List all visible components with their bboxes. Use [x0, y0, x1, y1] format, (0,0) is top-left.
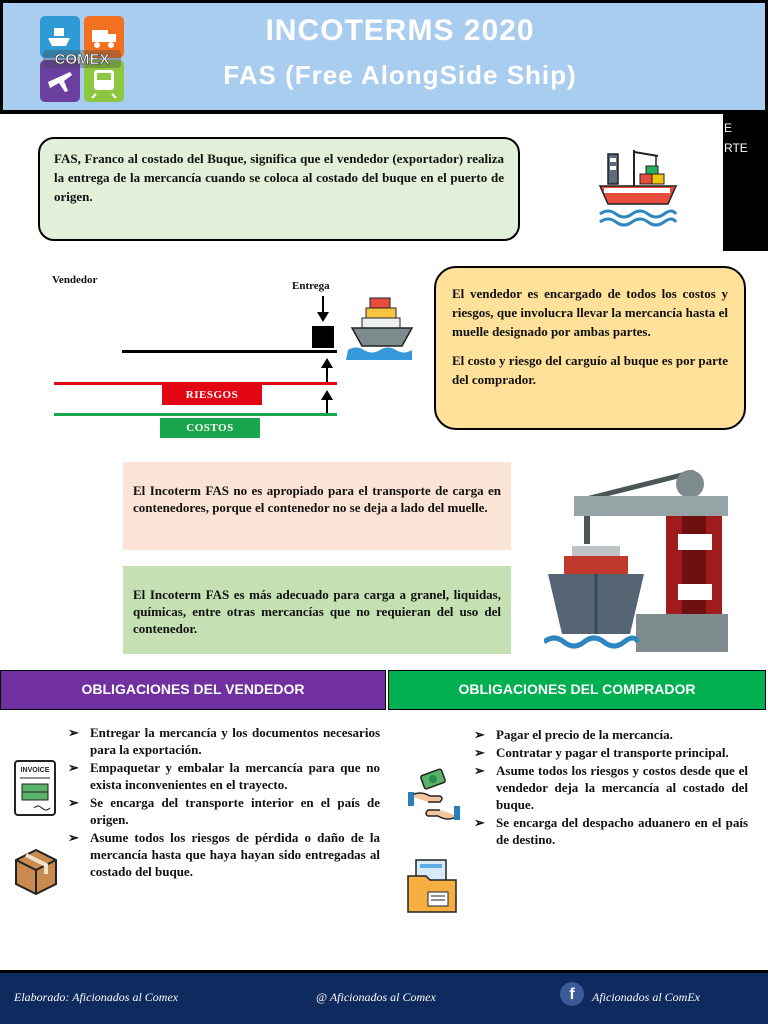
documents-folder-icon	[406, 858, 458, 914]
list-item: ➢ Se encarga del transporte interior en el país de origen.	[68, 795, 380, 827]
delivery-line	[122, 350, 337, 353]
slab-text-line: E	[724, 121, 733, 135]
footer-facebook-link[interactable]: Aficionados al ComEx	[592, 990, 700, 1004]
footer-credit: Elaborado: Aficionados al Comex	[14, 990, 179, 1004]
seller-obligations-list	[68, 724, 380, 881]
facebook-icon[interactable]: f	[560, 982, 584, 1006]
cargo-ship-icon	[596, 144, 680, 230]
bullet-arrow-icon: ➢	[68, 725, 79, 740]
cost-line	[54, 413, 337, 416]
bullet-arrow-icon: ➢	[474, 745, 485, 760]
bullet-arrow-icon: ➢	[68, 795, 79, 810]
invoice-label: INVOICE	[20, 767, 50, 774]
bullet-arrow-icon: ➢	[474, 763, 485, 778]
costs-label: COSTOS	[160, 418, 260, 438]
invoice-icon	[14, 760, 56, 816]
list-item: ➢ Empaquetar y embalar la mercancía para que no exista inconvenientes en el trayecto.	[68, 760, 380, 792]
suitable-note: El Incoterm FAS es más adecuado para carga a granel, liquidas, químicas, entre otras mercancías que no requieran del uso del contenedor.	[123, 566, 511, 654]
bullet-arrow-icon: ➢	[474, 727, 485, 742]
risks-label: RIESGOS	[162, 385, 262, 405]
seller-obligations-header: OBLIGACIONES DEL VENDEDOR	[0, 670, 386, 710]
delivery-point	[312, 326, 334, 348]
comex-logo	[40, 16, 124, 102]
buyer-obligations-header: OBLIGACIONES DEL COMPRADOR	[388, 670, 766, 710]
list-item: ➢ Entregar la mercancía y los documentos necesarios para la exportación.	[68, 725, 380, 757]
list-item: ➢ Contratar y pagar el transporte principal.	[474, 745, 729, 760]
buyer-obligations-list	[474, 726, 748, 849]
list-item: ➢ Asume todos los riesgos y costos desde que el vendedor deja la mercancía al costado del buque.	[474, 763, 748, 812]
list-item: ➢ Asume todos los riesgos de pérdida o daño de la mercancía hasta que haya hayan sido entregadas al costado del buque.	[68, 830, 380, 879]
bullet-arrow-icon: ➢	[68, 830, 79, 845]
payment-hands-icon	[408, 768, 460, 824]
list-item: ➢ Se encarga del despacho aduanero en el país de destino.	[474, 815, 748, 847]
not-suitable-note: El Incoterm FAS no es apropiado para el transporte de carga en contenedores, porque el contenedor no se deja a lado del muelle.	[123, 462, 511, 550]
slab-text-line: RTE	[724, 141, 748, 155]
page-title: INCOTERMS 2020	[265, 14, 535, 47]
package-box-icon	[14, 848, 58, 896]
port-crane-icon	[544, 464, 734, 656]
buyer-loading-text: El costo y riesgo del carguío al buque es por parte del comprador.	[452, 353, 728, 387]
list-item: ➢ Pagar el precio de la mercancía.	[474, 727, 673, 742]
arrow-down-icon	[314, 296, 332, 329]
bullet-arrow-icon: ➢	[68, 760, 79, 775]
slab-text	[724, 118, 748, 158]
logo-text: COMEX	[54, 51, 110, 68]
definition-box: FAS, Franco al costado del Buque, significa que el vendedor (exportador) realiza la entrega de la mercancía cuando se coloca al costado del buque en el puerto de origen.	[38, 137, 520, 241]
bullet-arrow-icon: ➢	[474, 815, 485, 830]
ship-icon	[346, 294, 418, 364]
seller-cost-text: El vendedor es encargado de todos los costos y riesgos, que involucra llevar la mercancía hasta el muelle designado por ambas partes.	[452, 286, 728, 339]
seller-label: Vendedor	[52, 274, 98, 286]
delivery-label: Entrega	[292, 280, 330, 292]
page-subtitle: FAS (Free AlongSide Ship)	[223, 60, 577, 90]
footer-handle: @ Aficionados al Comex	[316, 990, 436, 1004]
seller-cost-box	[434, 266, 746, 430]
